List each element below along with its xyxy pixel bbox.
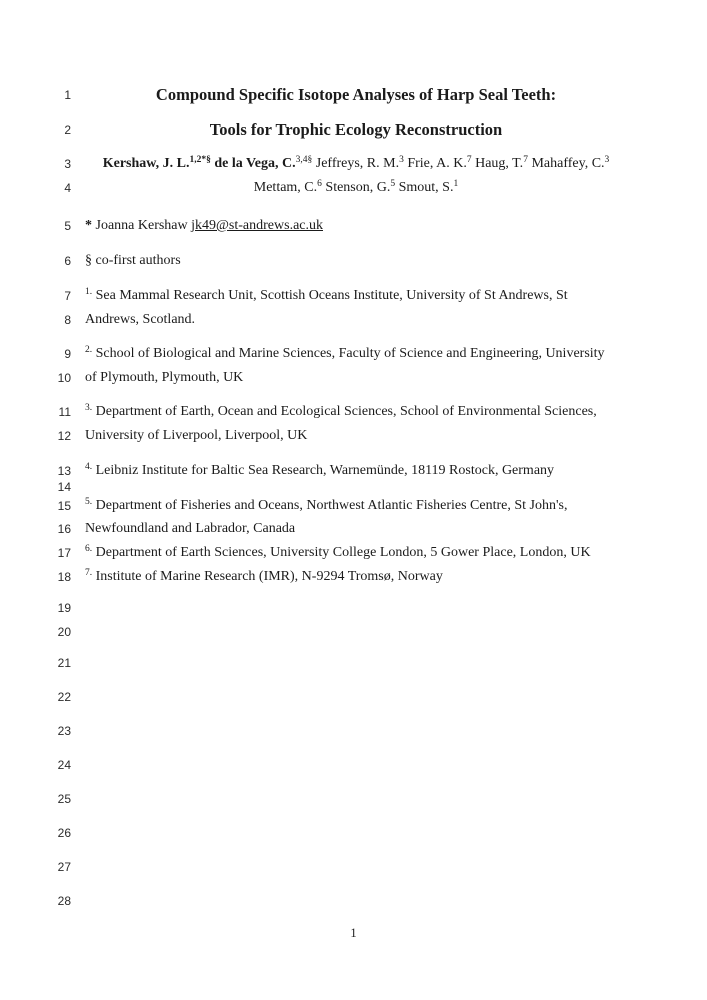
- text-segment: Jeffreys, R. M.: [312, 156, 400, 171]
- affiliation-5-line-1: [85, 497, 627, 516]
- text-segment: 7: [523, 155, 528, 165]
- line-row: [0, 858, 707, 876]
- text-segment: 3: [604, 155, 610, 165]
- line-row: [0, 756, 707, 774]
- text-segment: 3: [399, 155, 404, 165]
- text-segment: Leibniz Institute for Baltic Sea Research, Warnemünde, 18119 Rostock, Germany: [92, 463, 555, 478]
- line-row: [0, 824, 707, 842]
- text-segment: Institute of Marine Research (IMR), N-9294 Tromsø, Norway: [92, 569, 443, 584]
- line-row: [0, 311, 707, 329]
- text-segment: 5.: [85, 497, 93, 507]
- line-row: [0, 155, 707, 173]
- text-segment: Joanna Kershaw: [95, 218, 192, 233]
- line-row: [0, 179, 707, 197]
- line-row: [0, 892, 707, 910]
- line-row: [0, 623, 707, 641]
- line-number: 11: [58, 405, 71, 419]
- line-row: [0, 217, 707, 235]
- corresponding-author-line: [85, 217, 627, 235]
- line-number: 13: [57, 464, 71, 478]
- affiliation-7-line-1: [85, 568, 627, 587]
- text-segment: Mettam, C.: [253, 180, 318, 195]
- affiliation-6-line-1: [85, 544, 627, 563]
- text-segment: 1.: [85, 287, 93, 297]
- line-row: [0, 121, 707, 139]
- line-row: [0, 427, 707, 445]
- text-segment: University of Liverpool, Liverpool, UK: [85, 428, 308, 443]
- paper-title-line-1: [85, 86, 627, 104]
- text-segment: Stenson, G.: [321, 180, 391, 195]
- email-link[interactable]: jk49@st-andrews.ac.uk: [191, 218, 323, 233]
- line-row: [0, 287, 707, 305]
- affiliation-2-line-2: [85, 369, 627, 387]
- line-row: [0, 478, 707, 496]
- line-row: [0, 345, 707, 363]
- text-segment: School of Biological and Marine Sciences, Faculty of Science and Engineering, University: [92, 346, 605, 361]
- line-number: 25: [57, 792, 71, 806]
- line-row: [0, 599, 707, 617]
- text-segment: 6: [317, 179, 322, 189]
- line-number: 27: [57, 860, 71, 874]
- line-number: 21: [57, 656, 71, 670]
- text-segment: § co-first authors: [85, 253, 181, 268]
- line-number: 8: [64, 313, 71, 327]
- text-segment: of Plymouth, Plymouth, UK: [85, 370, 244, 385]
- line-row: [0, 86, 707, 104]
- line-number: 6: [64, 254, 71, 268]
- text-segment: Department of Fisheries and Oceans, Northwest Atlantic Fisheries Centre, St John's,: [92, 498, 568, 513]
- text-segment: 5: [390, 179, 396, 189]
- line-number: 26: [57, 826, 71, 840]
- paper-title-line-2: [85, 121, 627, 139]
- line-row: [0, 544, 707, 562]
- text-segment: 2.: [85, 345, 93, 355]
- line-number: 18: [57, 570, 71, 584]
- line-number: 15: [57, 499, 71, 513]
- text-segment: *: [85, 218, 96, 233]
- text-segment: 7: [466, 155, 472, 165]
- affiliation-5-line-2: [85, 520, 627, 538]
- text-segment: 1: [453, 179, 459, 189]
- line-row: [0, 252, 707, 270]
- text-segment: Department of Earth Sciences, University College London, 5 Gower Place, London, UK: [92, 545, 591, 560]
- page-number: 1: [350, 926, 357, 940]
- text-segment: Newfoundland and Labrador, Canada: [85, 521, 296, 536]
- line-number: 9: [64, 347, 71, 361]
- line-number: 12: [57, 429, 71, 443]
- text-segment: Frie, A. K.: [403, 156, 467, 171]
- line-row: [0, 568, 707, 586]
- line-row: [0, 520, 707, 538]
- text-segment: 3,4§: [295, 155, 313, 165]
- author-list-line-1: [85, 155, 627, 174]
- affiliation-2-line-1: [85, 345, 627, 364]
- line-number: 20: [57, 625, 71, 639]
- line-number: 17: [57, 546, 71, 560]
- text-segment: de la Vega, C.: [210, 156, 296, 171]
- line-number: 16: [57, 522, 71, 536]
- line-row: [0, 403, 707, 421]
- text-segment: Smout, S.: [395, 180, 454, 195]
- line-row: [0, 722, 707, 740]
- text-segment: Haug, T.: [471, 156, 524, 171]
- line-number: 23: [57, 724, 71, 738]
- affiliation-1-line-1: [85, 287, 627, 306]
- text-segment: Sea Mammal Research Unit, Scottish Oceans Institute, University of St Andrews, St: [92, 288, 568, 303]
- line-row: [0, 654, 707, 672]
- line-number: 3: [64, 157, 71, 171]
- line-row: [0, 688, 707, 706]
- author-list-line-2: [85, 179, 627, 198]
- text-segment: Tools for Trophic Ecology Reconstruction: [209, 120, 503, 139]
- line-number: 4: [64, 181, 71, 195]
- line-number: 19: [57, 601, 71, 615]
- line-row: [0, 790, 707, 808]
- line-number: 14: [57, 480, 71, 494]
- affiliation-3-line-2: [85, 427, 627, 445]
- affiliation-3-line-1: [85, 403, 627, 422]
- line-number: 24: [57, 758, 71, 772]
- line-number: 5: [64, 219, 71, 233]
- text-segment: 7.: [85, 568, 93, 578]
- text-segment: Compound Specific Isotope Analyses of Harp Seal Teeth:: [155, 85, 557, 104]
- text-segment: Department of Earth, Ocean and Ecological Sciences, School of Environmental Sciences,: [92, 404, 597, 419]
- text-segment: 6.: [85, 544, 93, 554]
- text-segment: 3.: [85, 403, 93, 413]
- line-number: 22: [57, 690, 71, 704]
- line-number: 7: [64, 289, 71, 303]
- text-segment: 1,2*§: [189, 155, 211, 165]
- line-number: 2: [64, 123, 71, 137]
- text-segment: Andrews, Scotland.: [85, 312, 196, 327]
- co-first-authors-note: [85, 252, 627, 270]
- text-segment: 4.: [85, 462, 93, 472]
- line-row: [0, 497, 707, 515]
- affiliation-1-line-2: [85, 311, 627, 329]
- text-segment: Kershaw, J. L.: [102, 156, 190, 171]
- text-segment: Mahaffey, C.: [527, 156, 605, 171]
- line-row: [0, 369, 707, 387]
- line-number: 1: [64, 88, 71, 102]
- line-number: 10: [57, 371, 71, 385]
- line-number: 28: [57, 894, 71, 908]
